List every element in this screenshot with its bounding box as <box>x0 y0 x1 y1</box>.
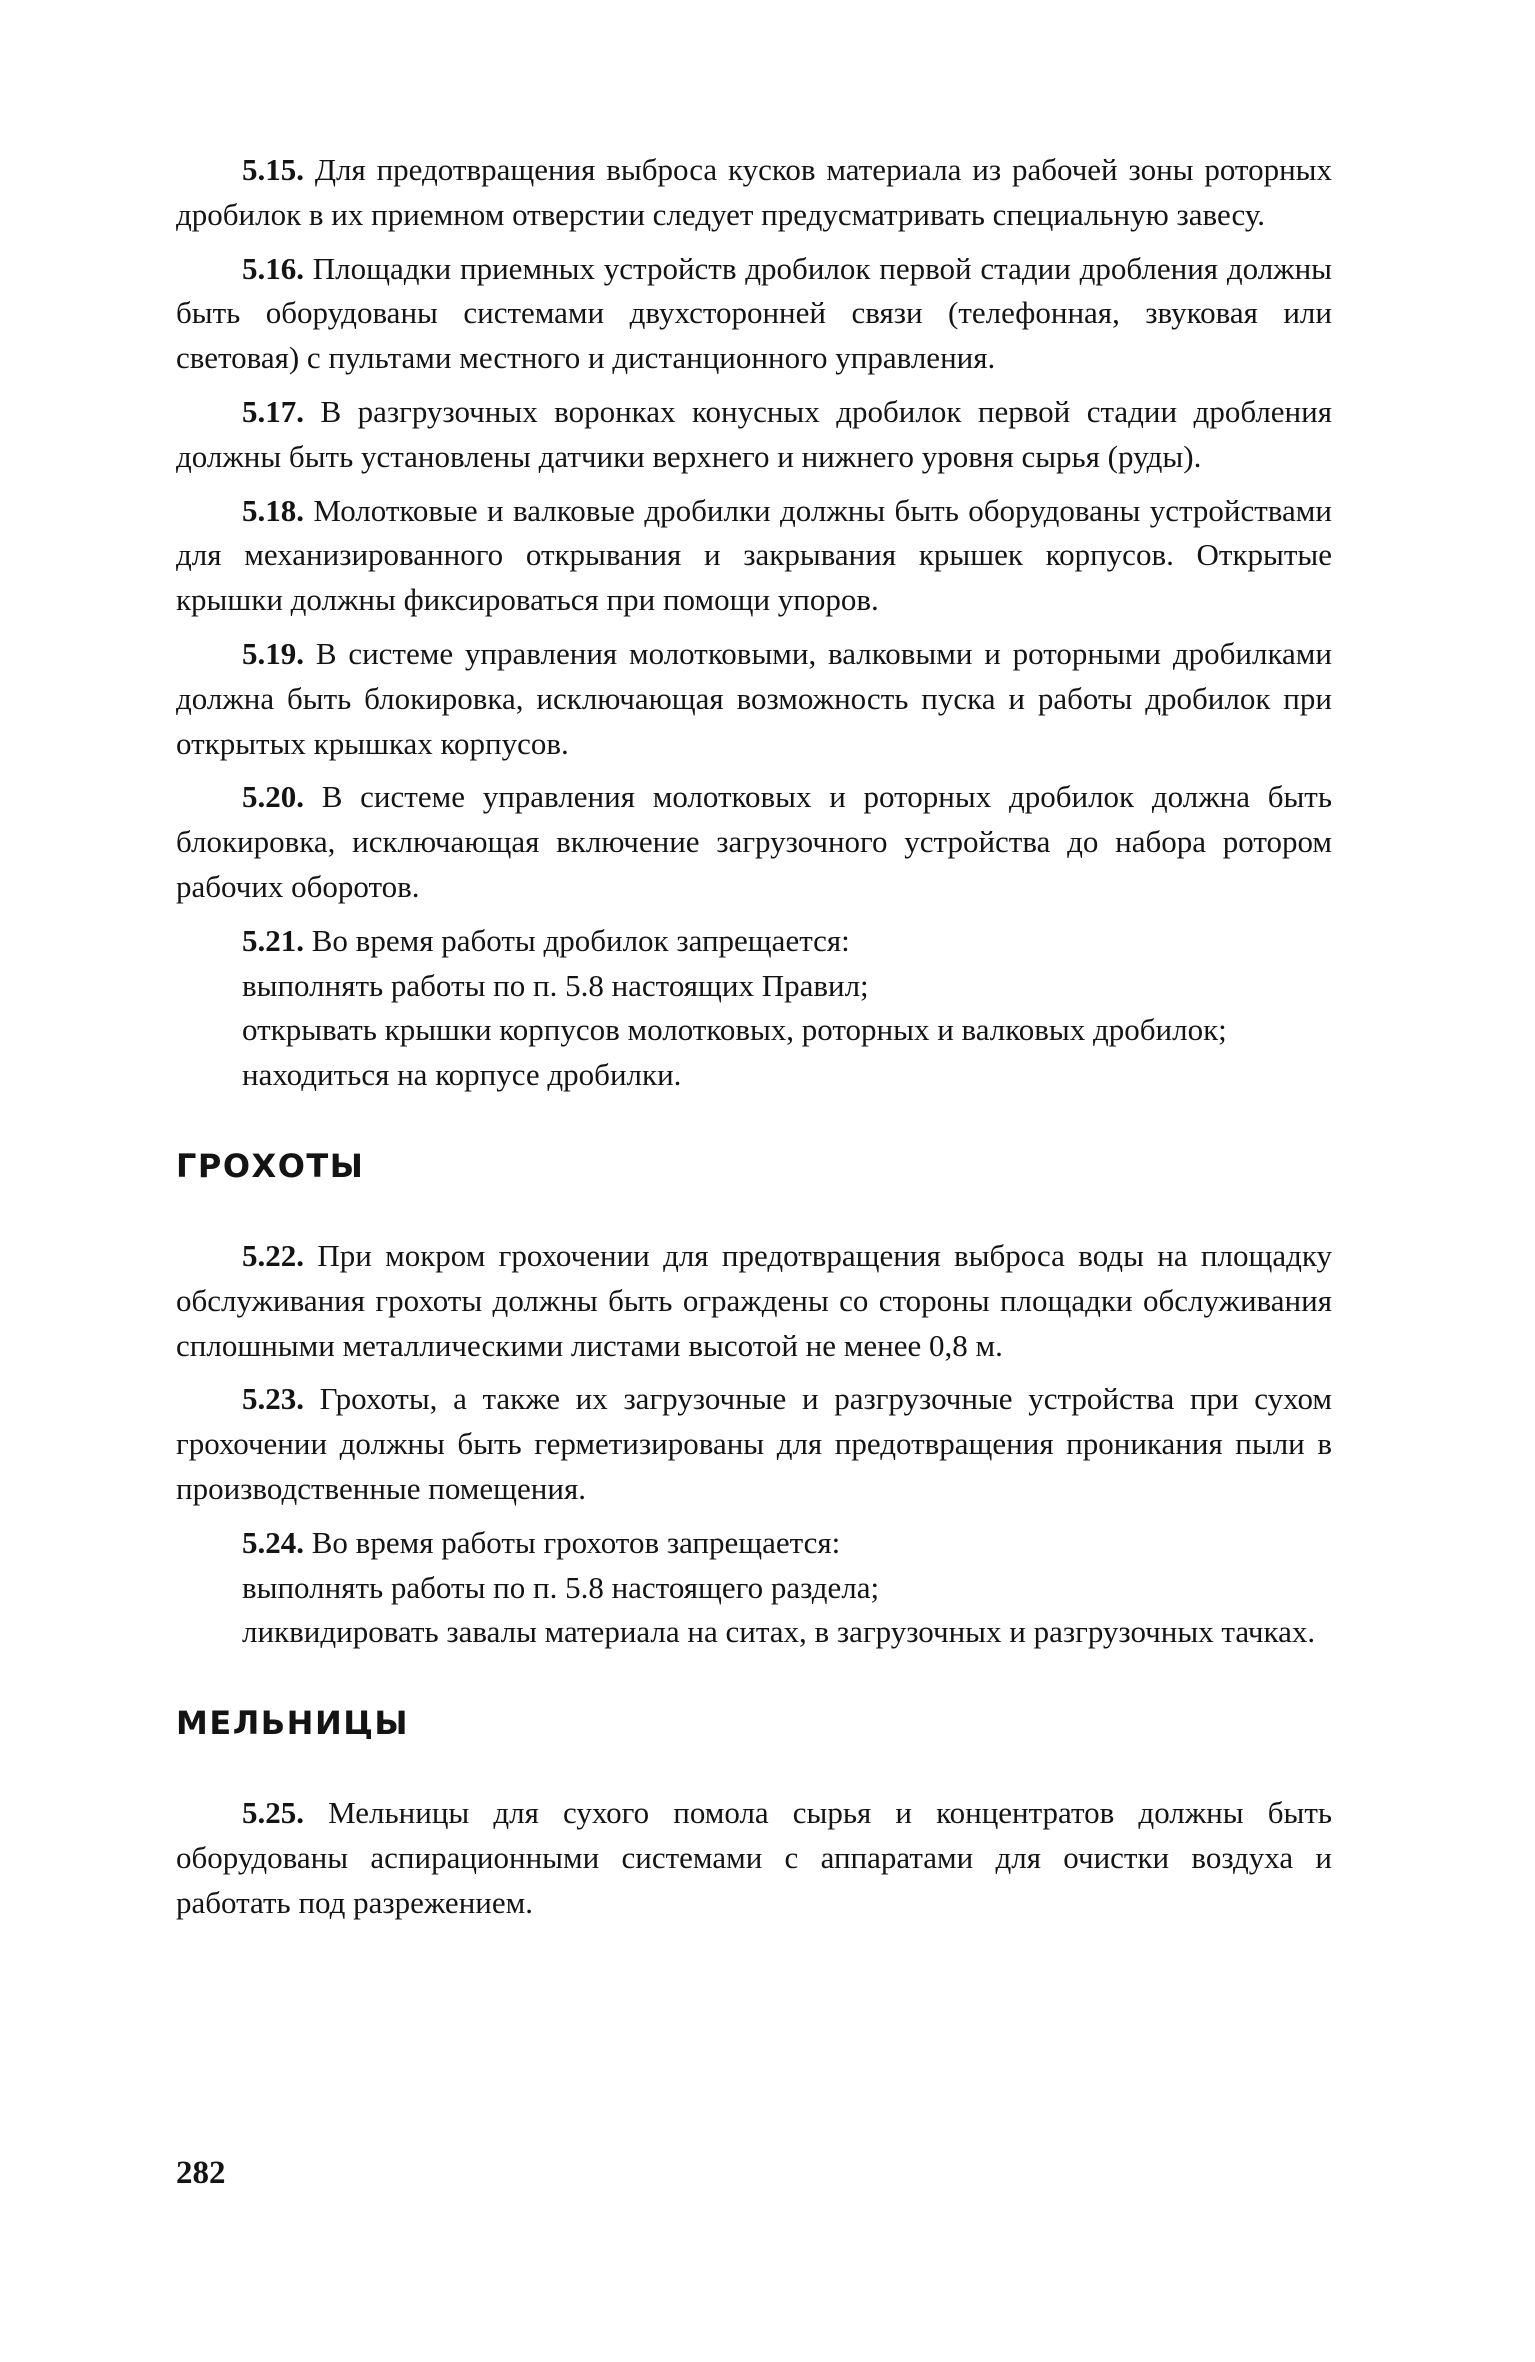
section-heading-screens: ГРОХОТЫ <box>176 1146 365 1185</box>
clause-text: При мокром грохочении для предотвращения выброса воды на площадку обслуживания грохоты должны быть ограждены со стороны площадки обслуживания сплошными металлическими листами высотой не менее 0,8 м. <box>176 1237 1332 1363</box>
clause-text: В разгрузочных воронках конусных дробилок первой стадии дробления должны быть установлены датчики верхнего и нижнего уровня сырья (руды). <box>176 393 1332 474</box>
list-item: выполнять работы по п. 5.8 настоящих Правил; <box>242 967 869 1003</box>
clause-text: Во время работы грохотов запрещается: <box>311 1524 841 1560</box>
list-item: выполнять работы по п. 5.8 настоящего раздела; <box>242 1569 880 1605</box>
clause-text: Во время работы дробилок запрещается: <box>311 922 850 958</box>
clause-number: 5.20. <box>242 779 304 815</box>
clause-number: 5.24. <box>242 1524 304 1560</box>
clause-text: В системе управления молотковыми, валковыми и роторными дробилками должна быть блокировка, исключающая возможность пуска и работы дробилок при открытых крышках корпусов. <box>176 635 1333 761</box>
paragraph-5-20 <box>176 775 1332 909</box>
clause-number: 5.22. <box>242 1237 304 1273</box>
paragraph-5-24 <box>176 1521 1332 1566</box>
paragraph-5-25 <box>176 1791 1332 1925</box>
clause-text: Молотковые и валковые дробилки должны быть оборудованы устройствами для механизированного открывания и закрывания крышек корпусов. Открытые крышки должны фиксироваться при помощи упоров. <box>176 492 1333 618</box>
paragraph-5-19 <box>176 632 1332 766</box>
list-item: открывать крышки корпусов молотковых, роторных и валковых дробилок; <box>242 1012 1227 1048</box>
list-item: ликвидировать завалы материала на ситах, в загрузочных и разгрузочных тачках. <box>242 1614 1316 1650</box>
clause-text: Мельницы для сухого помола сырья и концентратов должны быть оборудованы аспирационными системами с аппаратами для очистки воздуха и работать под разрежением. <box>176 1795 1332 1920</box>
clause-number: 5.19. <box>242 635 304 671</box>
paragraph-5-15 <box>176 148 1332 238</box>
clause-number: 5.25. <box>242 1795 304 1831</box>
clause-number: 5.16. <box>242 250 304 286</box>
clause-number: 5.23. <box>242 1381 304 1417</box>
clause-number: 5.17. <box>242 393 304 429</box>
paragraph-5-23 <box>176 1377 1332 1511</box>
section-heading-mills: МЕЛЬНИЦЫ <box>176 1704 410 1743</box>
paragraph-5-22 <box>176 1234 1332 1368</box>
page-number: 282 <box>176 2155 226 2191</box>
clause-text: Грохоты, а также их загрузочные и разгрузочные устройства при сухом грохочении должны быть герметизированы для предотвращения проникания пыли в производственные помещения. <box>176 1381 1332 1506</box>
list-item: находиться на корпусе дробилки. <box>242 1057 682 1093</box>
clause-number: 5.21. <box>242 922 304 958</box>
clause-text: Площадки приемных устройств дробилок первой стадии дробления должны быть оборудованы системами двухсторонней связи (телефонная, звуковая или световая) с пультами местного и дистанционного управления. <box>176 250 1333 376</box>
paragraph-5-21 <box>176 919 1332 964</box>
paragraph-5-18 <box>176 489 1332 623</box>
paragraph-5-16 <box>176 247 1332 381</box>
clause-text: В системе управления молотковых и роторных дробилок должна быть блокировка, исключающая включение загрузочного устройства до набора ротором рабочих оборотов. <box>176 779 1332 904</box>
paragraph-5-17 <box>176 390 1332 480</box>
clause-number: 5.15. <box>242 152 304 187</box>
page-content <box>176 148 1332 1926</box>
clause-number: 5.18. <box>242 492 304 528</box>
clause-text: Для предотвращения выброса кусков материала из рабочей зоны роторных дробилок в их приемном отверстии следует предусматривать специальную завесу. <box>176 152 1332 232</box>
